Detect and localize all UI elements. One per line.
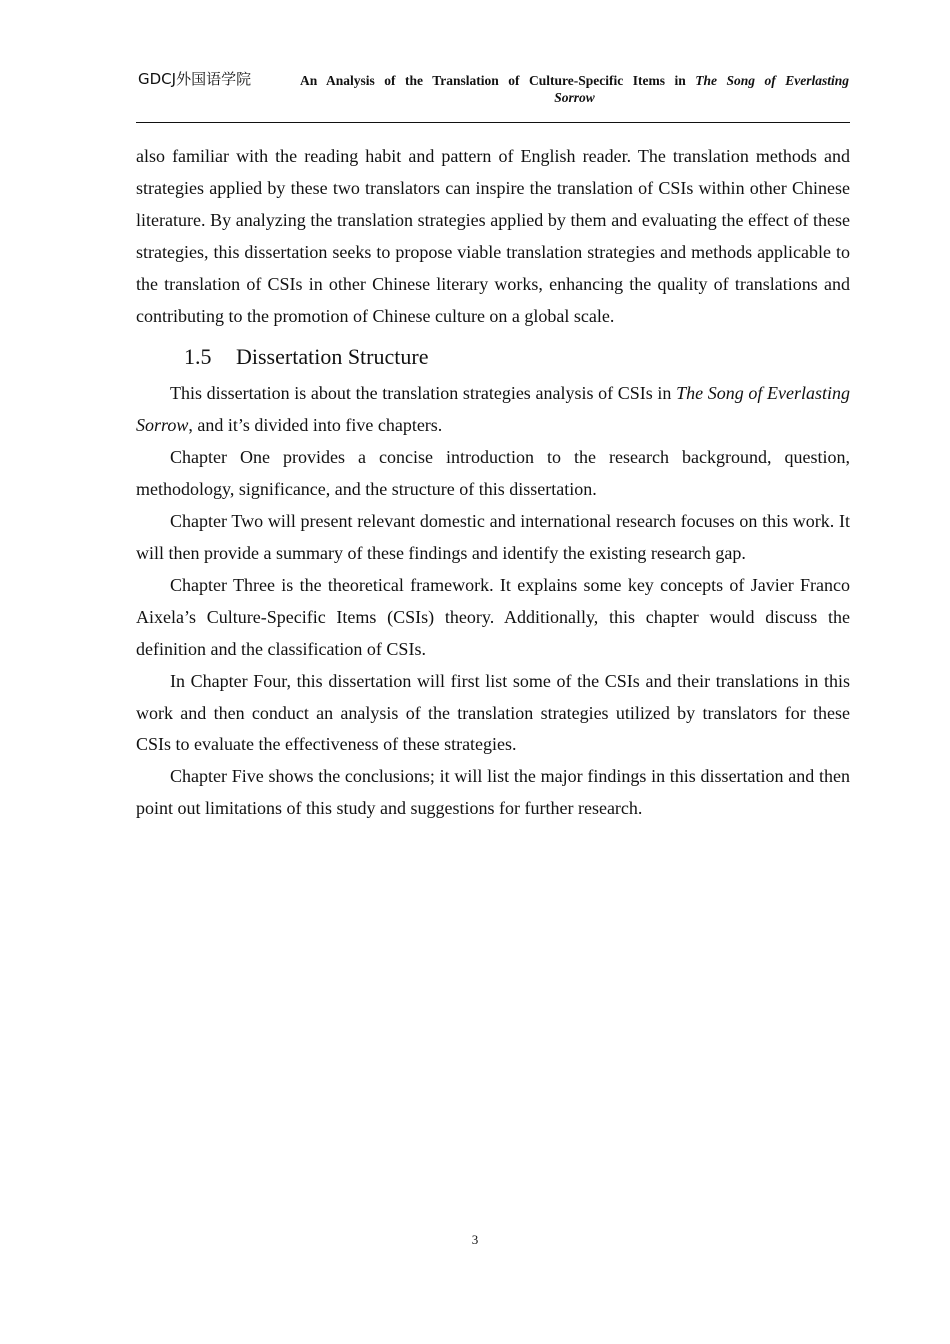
running-title-book-title-end: Sorrow <box>554 90 595 105</box>
running-title-line-1 <box>300 72 849 89</box>
structure-intro-paragraph <box>136 378 850 442</box>
header-rule <box>136 122 850 123</box>
page-body <box>136 141 850 825</box>
running-title <box>300 72 849 106</box>
chapter-three-paragraph: Chapter Three is the theoretical framework. It explains some key concepts of Javier Franco Aixela’s Culture-Specific Items (CSIs) theory. Additionally, this chapter would discuss the definition and the classification of CSIs. <box>136 574 850 659</box>
structure-intro-book-title: The Song of Everlasting Sorrow <box>136 383 850 436</box>
structure-intro-after: , and it’s divided into five chapters. <box>188 415 443 436</box>
running-title-book-title: The Song of Everlasting <box>695 73 849 88</box>
section-title: Dissertation Structure <box>236 344 429 370</box>
section-heading <box>184 342 850 372</box>
institution-header: GDCJ外国语学院 <box>138 70 252 88</box>
chapter-four-paragraph: In Chapter Four, this dissertation will first list some of the CSIs and their translations in this work and then conduct an analysis of the translation strategies utilized by translators for these CSIs to evaluate the effectiveness of these strategies. <box>136 670 850 755</box>
continued-paragraph: also familiar with the reading habit and pattern of English reader. The translation methods and strategies applied by these two translators can inspire the translation of CSIs within other Chinese literature. By analyzing the translation strategies applied by them and evaluating the effect of these strategies, this dissertation seeks to propose viable translation strategies and methods applicable to the translation of CSIs in other Chinese literary works, enhancing the quality of translations and contributing to the promotion of Chinese culture on a global scale. <box>136 146 850 326</box>
structure-intro-before: This dissertation is about the translation strategies analysis of CSIs in <box>170 383 677 404</box>
chapter-five-paragraph: Chapter Five shows the conclusions; it will list the major findings in this dissertation and then point out limitations of this study and suggestions for further research. <box>136 766 850 819</box>
section-number: 1.5 <box>184 344 212 370</box>
chapter-two-paragraph: Chapter Two will present relevant domestic and international research focuses on this work. It will then provide a summary of these findings and identify the existing research gap. <box>136 511 850 563</box>
page-number: 3 <box>471 1232 479 1247</box>
running-title-prefix: An Analysis of the Translation of Culture-Specific Items in <box>300 73 696 88</box>
chapter-one-paragraph: Chapter One provides a concise introduction to the research background, question, methodology, significance, and the structure of this dissertation. <box>136 447 850 500</box>
